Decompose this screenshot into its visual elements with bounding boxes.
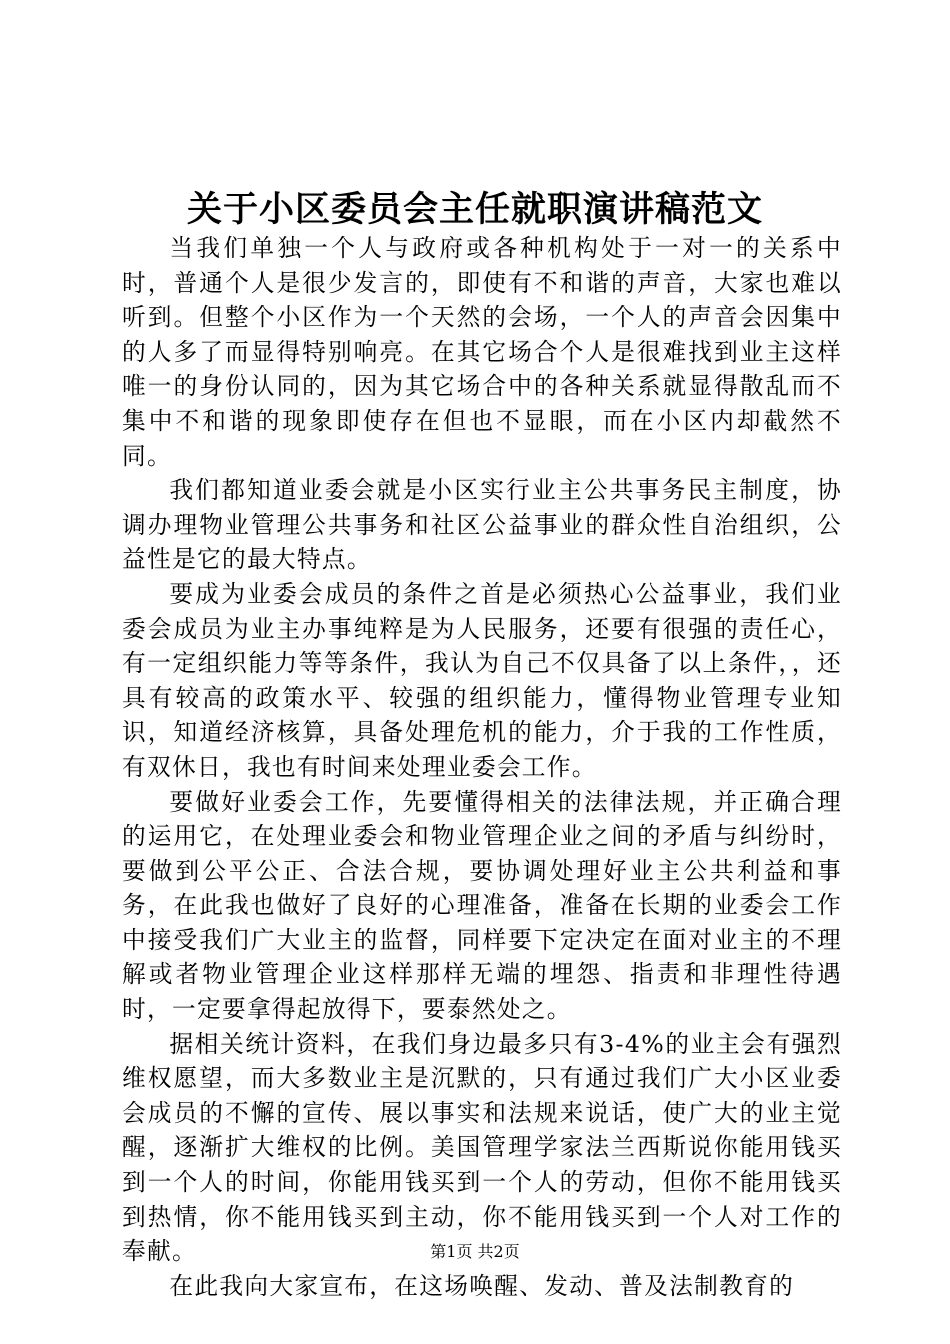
paragraph-1: 当我们单独一个人与政府或各种机构处于一对一的关系中时，普通个人是很少发言的，即使有不和谐的声音，大家也难以听到。但整个小区作为一个天然的会场，一个人的声音会因集中的人多了而显得特别响亮。在其它场合个人是很难找到业主这样唯一的身份认同的，因为其它场合中的各种关系就显得散乱而不集中不和谐的现象即使存在但也不显眼，而在小区内却截然不同。 xyxy=(122,234,842,470)
paragraph-4: 要做好业委会工作，先要懂得相关的法律法规，并正确合理的运用它，在处理业委会和物业管理企业之间的矛盾与纠纷时，要做到公平公正、合法合规，要协调处理好业主公共利益和事务，在此我也做好了良好的心理准备，准备在长期的业委会工作中接受我们广大业主的监督，同样要下定决定在面对业主的不理解或者物业管理企业这样那样无端的埋怨、指责和非理性待遇时，一定要拿得起放得下，要泰然处之。 xyxy=(122,787,842,1024)
paragraph-3: 要成为业委会成员的条件之首是必须热心公益事业，我们业委会成员为业主办事纯粹是为人民服务，还要有很强的责任心，有一定组织能力等等条件，我认为自己不仅具备了以上条件，，还具有较高的政策水平、较强的组织能力，懂得物业管理专业知识，知道经济核算，具备处理危机的能力，介于我的工作性质，有双休日，我也有时间来处理业委会工作。 xyxy=(122,579,842,781)
page-footer xyxy=(0,1241,950,1263)
paragraph-6: 在此我向大家宣布，在这场唤醒、发动、普及法制教育的 xyxy=(169,1271,795,1300)
paragraph-5: 据相关统计资料，在我们身边最多只有3-4%的业主会有强烈维权愿望，而大多数业主是沉默的，只有通过我们广大小区业委会成员的不懈的宣传、展以事实和法规来说话，使广大的业主觉醒，逐渐扩大维权的比例。美国管理学家法兰西斯说你能用钱买到一个人的时间，你能用钱买到一个人的劳动，但你不能用钱买到热情，你不能用钱买到主动，你不能用钱买到一个人对工作的奉献。 xyxy=(122,1029,842,1266)
document-body xyxy=(122,231,842,1303)
document-title: 关于小区委员会主任就职演讲稿范文 xyxy=(186,189,763,230)
page-indicator: 第1页 共2页 xyxy=(430,1242,520,1261)
paragraph-2: 我们都知道业委会就是小区实行业主公共事务民主制度，协调办理物业管理公共事务和社区公益事业的群众性自治组织，公益性是它的最大特点。 xyxy=(122,476,842,574)
